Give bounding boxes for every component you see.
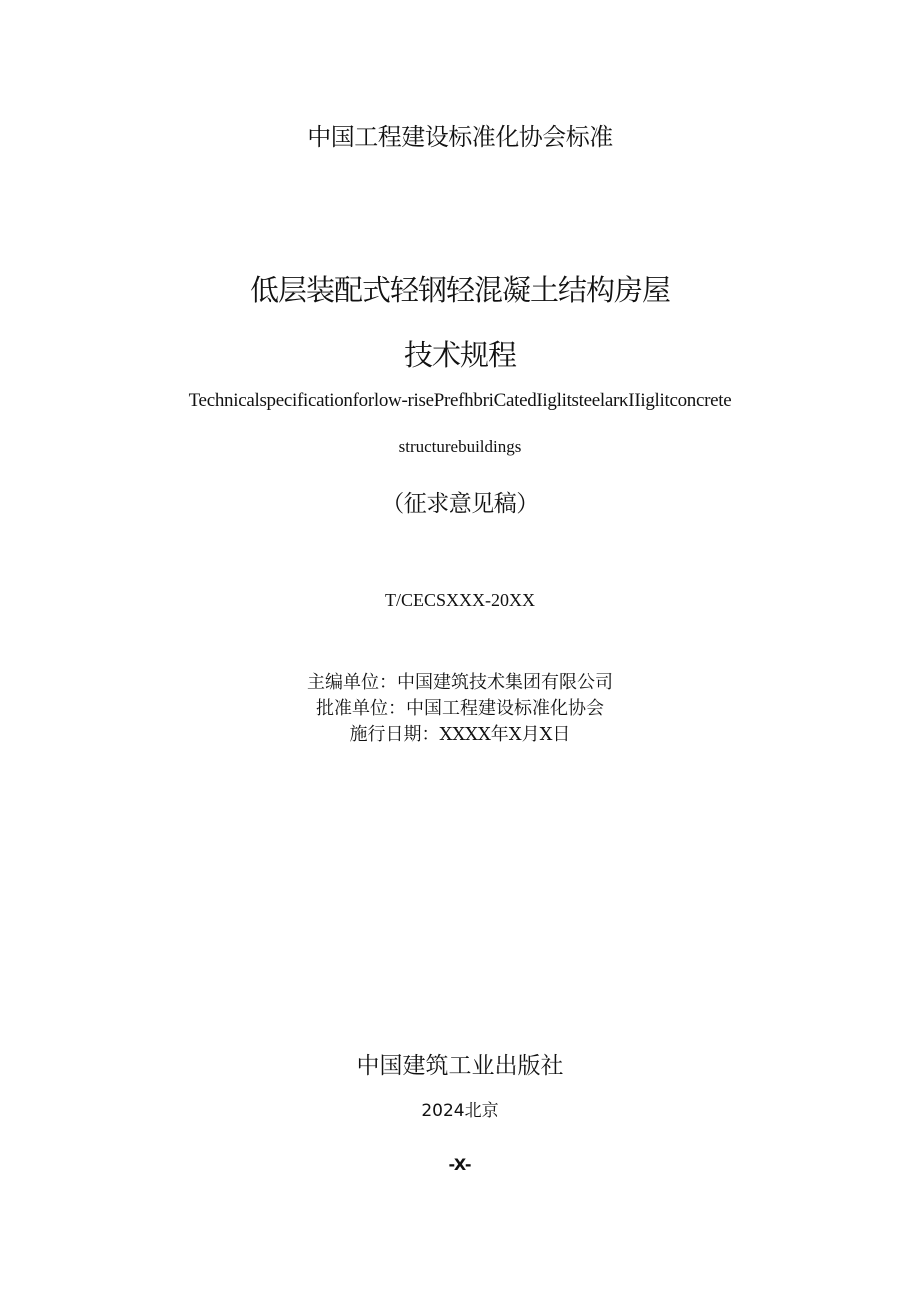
- english-title-line-2: structurebuildings: [398, 437, 522, 456]
- standard-code: T/CECSXXX-20XX: [384, 590, 535, 610]
- page-number: -X-: [448, 1155, 472, 1174]
- effective-date: 施行日期：XXXX年X月X日: [349, 724, 571, 745]
- draft-note: （征求意见稿）: [381, 491, 539, 517]
- publisher: 中国建筑工业出版社: [356, 1053, 564, 1079]
- approving-unit: 批准单位：中国工程建设标准化协会: [316, 698, 604, 719]
- english-title-line-1: Technicalspecificationforlow-risePrefhbriCatedIiglitsteelarκIIiglitconcrete: [188, 390, 732, 411]
- chief-editor-unit: 主编单位：中国建筑技术集团有限公司: [307, 672, 613, 693]
- main-title: 低层装配式轻钢轻混凝土结构房屋: [249, 273, 670, 307]
- place-year: 2024北京: [421, 1101, 499, 1121]
- sub-title: 技术规程: [403, 338, 516, 372]
- organization-standard-title: 中国工程建设标准化协会标准: [307, 123, 613, 151]
